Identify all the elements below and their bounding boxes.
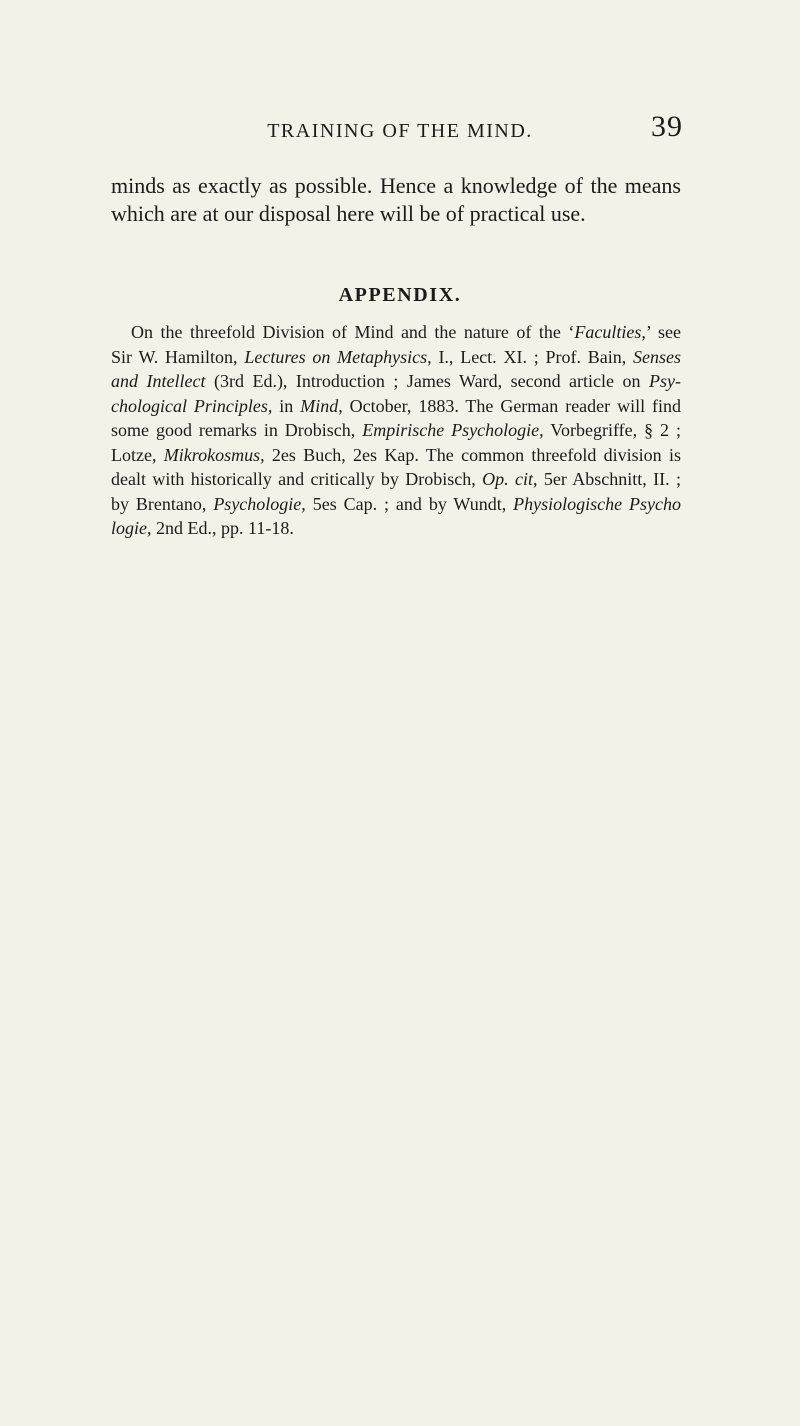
italic-title: Senses [633,346,682,367]
italic-title: Mikrokosmus, [163,444,265,465]
appendix-line: chological Principles, in Mind, October, 1883. The German reader will find [111,395,681,416]
italic-title: Faculties, [574,322,646,342]
body-line: minds as exactly as possible. Hence a knowledge of the means [111,173,681,198]
body-paragraph [111,172,681,228]
italic-title: Psy- [649,371,681,391]
italic-title: Mind, [300,395,343,416]
appendix-paragraph [111,320,681,541]
appendix-line: Lotze, Mikrokosmus, 2es Buch, 2es Kap. The common threefold division is [111,444,681,465]
italic-title: Empirische Psychologie, [362,420,544,440]
appendix-line: by Brentano, Psychologie, 5es Cap. ; and by Wundt, Physiologische Psycho [111,493,681,514]
italic-title: Psychologie, [213,493,306,514]
italic-title: Lectures on Metaphysics, [244,346,432,367]
appendix-line: Sir W. Hamilton, Lectures on Metaphysics, I., Lect. XI. ; Prof. Bain, Senses [111,346,682,367]
italic-title: Physiologische Psycho [513,493,681,514]
page-number: 39 [651,110,683,143]
appendix-line: and Intellect (3rd Ed.), Introduction ; James Ward, second article on Psy- [111,371,681,391]
appendix-heading: APPENDIX. [338,284,462,306]
page-header [0,110,800,160]
body-line: which are at our disposal here will be of practical use. [111,201,586,226]
appendix-line: dealt with historically and critically by Drobisch, Op. cit, 5er Abschnitt, II. ; [111,469,681,489]
italic-title: and Intellect [111,371,206,391]
appendix-line: logie, 2nd Ed., pp. 11-18. [111,518,294,538]
italic-title: Op. cit, [482,469,538,489]
running-title: TRAINING OF THE MIND. [267,120,533,142]
italic-title: logie, [111,518,152,538]
italic-title: chological Principles, [111,395,273,416]
appendix-line: some good remarks in Drobisch, Empirische Psychologie, Vorbegriffe, § 2 ; [111,420,681,440]
appendix-line: On the threefold Division of Mind and the nature of the ‘Faculties,’ see [131,322,681,342]
